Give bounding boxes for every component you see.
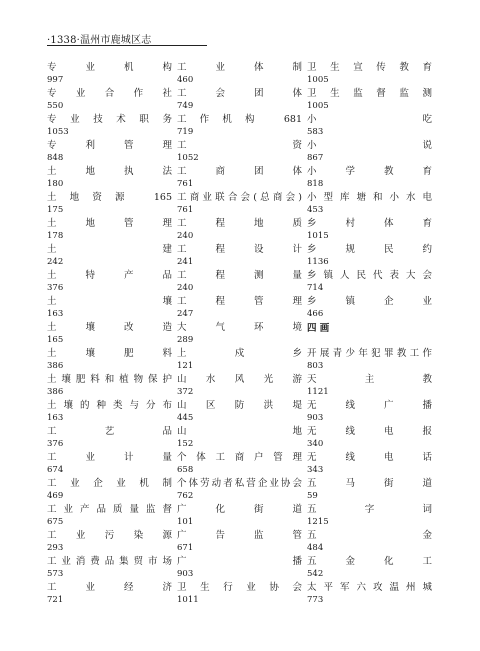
index-term: 土 壤 的 种 类 与 分 布	[47, 400, 172, 411]
index-entry	[47, 191, 172, 217]
index-page-number: 583	[307, 127, 324, 137]
index-column-2	[177, 61, 302, 607]
index-page-number: 1052	[177, 153, 199, 163]
index-page-number: 101	[177, 517, 194, 527]
index-page-number: 803	[307, 361, 324, 371]
index-page-number: 343	[307, 465, 324, 475]
index-term: 工 业 消 费 品 集 贸 市 场	[47, 556, 172, 567]
index-term: 无 线 电 话	[307, 452, 432, 463]
index-page-number: 247	[177, 309, 194, 319]
index-term: 土 壤 肥 料	[47, 348, 172, 359]
index-page-number: 542	[307, 569, 324, 579]
index-entry	[177, 87, 302, 113]
index-page-number: 445	[177, 413, 194, 423]
index-page-number: 550	[47, 101, 64, 111]
index-page-number: 121	[177, 361, 194, 371]
index-term: 工 会 团 体	[177, 88, 302, 99]
index-entry	[307, 399, 432, 425]
index-entry	[177, 581, 302, 607]
index-entry	[177, 399, 302, 425]
index-term: 无 线 电 报	[307, 426, 432, 437]
index-term: 土 壤	[47, 296, 172, 307]
index-term: 专 利 管 理	[47, 140, 172, 151]
index-page-number: 997	[47, 75, 64, 85]
index-entry	[307, 165, 432, 191]
index-page-number: 761	[177, 179, 194, 189]
index-term: 土 特 产 品	[47, 270, 172, 281]
index-term: 专 业 合 作 社	[47, 88, 172, 99]
index-page-number: 818	[307, 179, 324, 189]
index-term: 五 金 化 工	[307, 556, 432, 567]
stroke-count-heading: 四 画	[307, 323, 330, 334]
index-entry	[47, 451, 172, 477]
index-entry	[307, 243, 432, 269]
index-term: 天 主 教	[307, 374, 432, 385]
index-term: 广 化 街 道	[177, 504, 302, 515]
header-rule	[47, 45, 207, 46]
index-entry	[307, 373, 432, 399]
index-column-1	[47, 61, 172, 607]
index-term: 卫 生 行 业 协 会	[177, 582, 302, 593]
index-page-number: 59	[307, 491, 318, 501]
index-entry	[177, 347, 302, 373]
index-entry	[177, 165, 302, 191]
running-header: ·1338·温州市鹿城区志	[47, 35, 152, 46]
index-entry	[177, 191, 302, 217]
index-page-number: 674	[47, 465, 64, 475]
index-entry	[307, 113, 432, 139]
index-term: 土壤肥料和植物保护	[47, 374, 172, 385]
index-term: 山 水 风 光 游	[177, 374, 302, 385]
index-entry	[177, 529, 302, 555]
index-column-3	[307, 61, 432, 607]
index-entry	[47, 399, 172, 425]
index-entry	[177, 425, 302, 451]
index-entry	[177, 217, 302, 243]
index-entry	[307, 295, 432, 321]
index-entry	[47, 425, 172, 451]
index-term: 小 学 教 育	[307, 166, 432, 177]
index-page-number: 721	[47, 595, 64, 605]
index-page-number: 1015	[307, 231, 329, 241]
index-term: 工作机构 681	[177, 114, 302, 125]
index-term: 土 建	[47, 244, 172, 255]
index-entry	[47, 373, 172, 399]
index-term: 土地资源 165	[47, 192, 172, 203]
index-page-number: 1121	[307, 387, 329, 397]
index-entry	[47, 165, 172, 191]
index-page-number: 178	[47, 231, 64, 241]
index-entry	[47, 87, 172, 113]
index-term: 工 程 测 量	[177, 270, 302, 281]
index-page-number: 761	[177, 205, 194, 215]
index-term: 开 展 青 少 年 犯 罪 教 工 作	[307, 348, 432, 359]
index-entry	[307, 425, 432, 451]
index-page-number: 293	[47, 543, 64, 553]
index-entry	[177, 451, 302, 477]
index-page-number: 466	[307, 309, 324, 319]
index-term: 五 金	[307, 530, 432, 541]
index-page-number: 658	[177, 465, 194, 475]
index-entry	[47, 139, 172, 165]
index-page-number: 675	[47, 517, 64, 527]
index-page-number: 1215	[307, 517, 329, 527]
index-page-number: 762	[177, 491, 194, 501]
index-term: 乡 村 体 育	[307, 218, 432, 229]
index-page-number: 773	[307, 595, 324, 605]
index-entry	[177, 373, 302, 399]
index-page-number: 1005	[307, 101, 329, 111]
index-page-number: 903	[307, 413, 324, 423]
index-page-number: 749	[177, 101, 194, 111]
index-entry	[307, 555, 432, 581]
index-entry	[307, 477, 432, 503]
index-term: 卫 生 宣 传 教 育	[307, 62, 432, 73]
index-page-number: 453	[307, 205, 324, 215]
index-page-number: 289	[177, 335, 194, 345]
index-page-number: 1136	[307, 257, 329, 267]
index-page-number: 714	[307, 283, 324, 293]
index-entry	[47, 477, 172, 503]
index-term: 工商业联合会(总商会)	[177, 192, 302, 203]
index-entry	[307, 217, 432, 243]
index-term: 大 气 环 境	[177, 322, 302, 333]
index-term: 小 吃	[307, 114, 432, 125]
index-page-number: 241	[177, 257, 194, 267]
index-term: 工 资	[177, 140, 302, 151]
index-entry	[47, 581, 172, 607]
index-term: 工 业 体 制	[177, 62, 302, 73]
index-term: 工 商 团 体	[177, 166, 302, 177]
index-entry	[47, 217, 172, 243]
index-entry	[47, 347, 172, 373]
index-term: 小 型 库 塘 和 小 水 电	[307, 192, 432, 203]
index-term: 卫 生 监 督 监 测	[307, 88, 432, 99]
index-term: 土 壤 改 造	[47, 322, 172, 333]
index-term: 五 字 词	[307, 504, 432, 515]
index-term: 个 体 工 商 户 管 理	[177, 452, 302, 463]
index-term: 工 艺 品	[47, 426, 172, 437]
index-entry	[307, 503, 432, 529]
index-entry	[307, 347, 432, 373]
index-term: 工 业 污 染 源	[47, 530, 172, 541]
index-page-number: 386	[47, 387, 64, 397]
index-entry	[47, 61, 172, 87]
index-entry	[177, 139, 302, 165]
index-term: 上 戍 乡	[177, 348, 302, 359]
index-entry	[47, 295, 172, 321]
index-page-number: 460	[177, 75, 194, 85]
index-page-number: 484	[307, 543, 324, 553]
index-entry	[307, 451, 432, 477]
index-entry	[307, 269, 432, 295]
index-term: 山 区 防 洪 堤	[177, 400, 302, 411]
index-page-number: 671	[177, 543, 194, 553]
index-page-number: 386	[47, 361, 64, 371]
index-entry	[177, 295, 302, 321]
index-page-number: 240	[177, 283, 194, 293]
index-term: 太 平 军 六 攻 温 州 城	[307, 582, 432, 593]
index-entry	[47, 243, 172, 269]
index-page-number: 867	[307, 153, 324, 163]
index-page-number: 175	[47, 205, 64, 215]
index-page-number: 163	[47, 413, 64, 423]
index-term: 土 地 执 法	[47, 166, 172, 177]
index-page-number: 372	[177, 387, 194, 397]
index-entry	[177, 61, 302, 87]
index-page-number: 165	[47, 335, 64, 345]
index-entry	[177, 503, 302, 529]
index-term: 五 马 街 道	[307, 478, 432, 489]
index-entry	[177, 555, 302, 581]
index-entry	[177, 243, 302, 269]
index-term: 山 地	[177, 426, 302, 437]
index-term: 乡 镇 企 业	[307, 296, 432, 307]
index-term: 工 业 产 品 质 量 监 督	[47, 504, 172, 515]
index-term: 工 业 企 业 机 制	[47, 478, 172, 489]
index-page-number: 719	[177, 127, 194, 137]
index-page-number: 573	[47, 569, 64, 579]
index-entry	[177, 321, 302, 347]
index-term: 小 说	[307, 140, 432, 151]
index-page-number: 469	[47, 491, 64, 501]
index-entry	[307, 191, 432, 217]
index-page-number: 376	[47, 439, 64, 449]
index-page-number: 163	[47, 309, 64, 319]
index-term: 无 线 广 播	[307, 400, 432, 411]
index-entry	[307, 529, 432, 555]
index-page-number: 376	[47, 283, 64, 293]
index-entry	[177, 269, 302, 295]
index-entry	[177, 113, 302, 139]
index-page-number: 1053	[47, 127, 69, 137]
index-entry	[47, 529, 172, 555]
index-term: 工 业 计 量	[47, 452, 172, 463]
index-term: 广 告 监 管	[177, 530, 302, 541]
index-term: 专 业 机 构	[47, 62, 172, 73]
index-term: 工 程 地 质	[177, 218, 302, 229]
index-page-number: 340	[307, 439, 324, 449]
index-page-number: 240	[177, 231, 194, 241]
index-term: 广 播	[177, 556, 302, 567]
index-term: 工 程 管 理	[177, 296, 302, 307]
index-term: 土 地 管 理	[47, 218, 172, 229]
index-page-number: 1005	[307, 75, 329, 85]
index-term: 工 业 经 济	[47, 582, 172, 593]
index-entry	[47, 113, 172, 139]
index-term: 专 业 技 术 职 务	[47, 114, 172, 125]
index-entry	[47, 269, 172, 295]
index-entry	[47, 321, 172, 347]
index-entry	[47, 555, 172, 581]
index-term: 乡 规 民 约	[307, 244, 432, 255]
index-entry	[307, 61, 432, 87]
index-page-number: 903	[177, 569, 194, 579]
index-page-number: 1011	[177, 595, 199, 605]
index-term: 工 程 设 计	[177, 244, 302, 255]
index-page-number: 242	[47, 257, 64, 267]
index-entry	[177, 477, 302, 503]
index-page-number: 180	[47, 179, 64, 189]
index-entry	[47, 503, 172, 529]
index-term: 个体劳动者私营企业协会	[177, 478, 302, 489]
index-entry	[307, 139, 432, 165]
index-term: 乡 镇 人 民 代 表 大 会	[307, 270, 432, 281]
index-entry	[307, 581, 432, 607]
index-entry	[307, 87, 432, 113]
index-page-number: 152	[177, 439, 194, 449]
index-page-number: 848	[47, 153, 64, 163]
